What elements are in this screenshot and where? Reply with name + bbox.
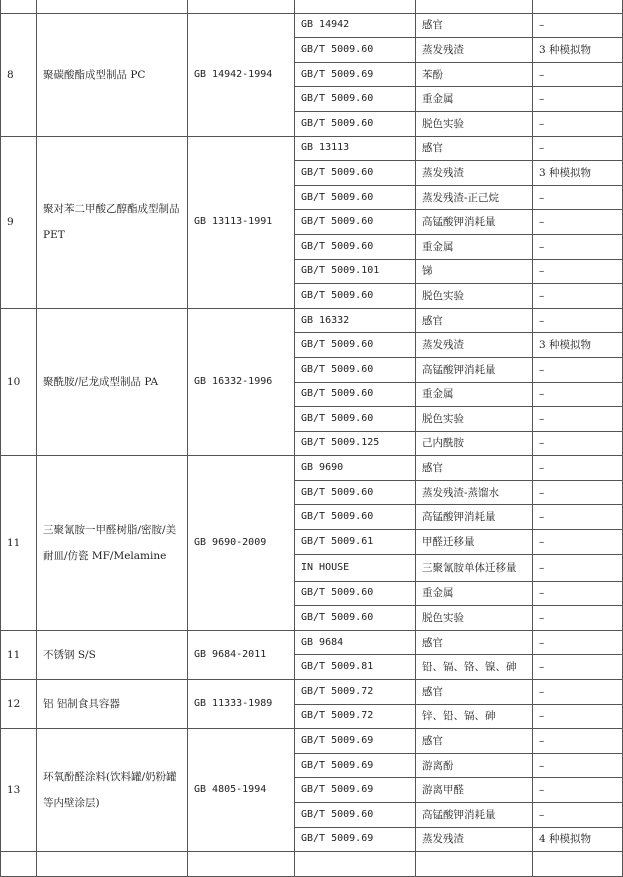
test-item-cell: 重金属	[416, 234, 533, 259]
test-item-cell: 锌、铅、镉、砷	[416, 704, 533, 729]
item-number-cell	[1, 852, 37, 877]
test-item-cell: 高锰酸钾消耗量	[416, 803, 533, 828]
remark-cell: –	[533, 111, 623, 136]
remark-cell: –	[533, 753, 623, 778]
material-cell: 不锈钢 S/S	[37, 630, 188, 679]
remark-cell: –	[533, 210, 623, 235]
test-method-cell: GB/T 5009.101	[295, 259, 416, 284]
test-item-cell: 感官	[416, 136, 533, 161]
remark-cell: –	[533, 62, 623, 87]
remark-cell: –	[533, 185, 623, 210]
test-method-cell: GB/T 5009.60	[295, 505, 416, 530]
table-row	[1, 136, 623, 161]
product-standard-cell	[188, 0, 295, 13]
test-method-cell: GB/T 5009.69	[295, 729, 416, 754]
remark-cell: –	[533, 382, 623, 407]
remark-cell	[533, 852, 623, 877]
remark-cell: –	[533, 431, 623, 456]
table-row	[1, 308, 623, 333]
test-method-cell: GB/T 5009.60	[295, 606, 416, 631]
test-item-cell: 脱色实验	[416, 284, 533, 309]
remark-cell: –	[533, 505, 623, 530]
test-method-cell: GB 16332	[295, 308, 416, 333]
remark-cell	[533, 0, 623, 13]
test-item-cell: 重金属	[416, 87, 533, 112]
test-method-cell: GB/T 5009.60	[295, 111, 416, 136]
test-item-cell: 蒸发残渣	[416, 827, 533, 852]
test-item-cell: 铅、镉、铬、镍、砷	[416, 655, 533, 680]
table-row	[1, 729, 623, 754]
test-item-cell: 蒸发残渣-正己烷	[416, 185, 533, 210]
item-number-cell: 11	[1, 456, 37, 631]
remark-cell: –	[533, 407, 623, 432]
item-number-cell: 10	[1, 308, 37, 456]
test-method-cell: GB/T 5009.72	[295, 680, 416, 705]
test-item-cell: 感官	[416, 13, 533, 38]
product-standard-cell: GB 16332-1996	[188, 308, 295, 456]
remark-cell: –	[533, 554, 623, 581]
product-standard-cell: GB 9690-2009	[188, 456, 295, 631]
test-item-cell: 甲醛迁移量	[416, 530, 533, 555]
item-number-cell: 8	[1, 13, 37, 136]
remark-cell: –	[533, 680, 623, 705]
remark-cell: –	[533, 234, 623, 259]
test-method-cell: GB/T 5009.60	[295, 357, 416, 382]
test-method-cell: GB/T 5009.69	[295, 827, 416, 852]
test-item-cell: 己内酰胺	[416, 431, 533, 456]
test-item-cell: 锑	[416, 259, 533, 284]
test-item-cell: 感官	[416, 456, 533, 481]
remark-cell: 4 种模拟物	[533, 827, 623, 852]
table-row	[1, 13, 623, 38]
remark-cell: 3 种模拟物	[533, 38, 623, 63]
item-number-cell: 11	[1, 630, 37, 679]
remark-cell: –	[533, 136, 623, 161]
item-number-cell: 13	[1, 729, 37, 852]
test-item-cell	[416, 0, 533, 13]
product-standard-cell	[188, 852, 295, 877]
test-item-cell: 蒸发残渣-蒸馏水	[416, 480, 533, 505]
item-number-cell: 9	[1, 136, 37, 308]
test-item-cell: 脱色实验	[416, 407, 533, 432]
test-method-cell: GB/T 5009.60	[295, 38, 416, 63]
test-item-cell: 重金属	[416, 382, 533, 407]
test-item-cell: 感官	[416, 308, 533, 333]
remark-cell: –	[533, 530, 623, 555]
remark-cell: –	[533, 13, 623, 38]
material-cell	[37, 852, 188, 877]
material-cell: 聚碳酸酯成型制品 PC	[37, 13, 188, 136]
test-item-cell	[416, 852, 533, 877]
standards-table-body	[1, 0, 623, 876]
test-method-cell: GB/T 5009.60	[295, 480, 416, 505]
material-cell: 铝 铝制食具容器	[37, 680, 188, 729]
test-item-cell: 蒸发残渣	[416, 38, 533, 63]
remark-cell: –	[533, 87, 623, 112]
test-method-cell: GB/T 5009.72	[295, 704, 416, 729]
test-method-cell: GB/T 5009.69	[295, 753, 416, 778]
product-standard-cell: GB 13113-1991	[188, 136, 295, 308]
remark-cell: –	[533, 778, 623, 803]
test-method-cell	[295, 852, 416, 877]
test-method-cell: GB/T 5009.60	[295, 161, 416, 186]
remark-cell: –	[533, 284, 623, 309]
material-cell	[37, 0, 188, 13]
test-method-cell: GB/T 5009.61	[295, 530, 416, 555]
test-method-cell: GB/T 5009.60	[295, 333, 416, 358]
test-method-cell: GB/T 5009.60	[295, 284, 416, 309]
product-standard-cell: GB 9684-2011	[188, 630, 295, 679]
remark-cell: –	[533, 357, 623, 382]
remark-cell: –	[533, 803, 623, 828]
remark-cell: –	[533, 480, 623, 505]
test-method-cell: GB/T 5009.60	[295, 234, 416, 259]
remark-cell: –	[533, 729, 623, 754]
test-method-cell: GB/T 5009.60	[295, 382, 416, 407]
remark-cell: –	[533, 655, 623, 680]
remark-cell: –	[533, 606, 623, 631]
table-row	[1, 680, 623, 705]
test-item-cell: 感官	[416, 630, 533, 655]
remark-cell: 3 种模拟物	[533, 333, 623, 358]
material-cell: 聚对苯二甲酸乙醇酯成型制品 PET	[37, 136, 188, 308]
test-item-cell: 三聚氰胺单体迁移量	[416, 554, 533, 581]
test-method-cell: GB/T 5009.60	[295, 803, 416, 828]
table-row	[1, 0, 623, 13]
test-item-cell: 蒸发残渣	[416, 333, 533, 358]
product-standard-cell: GB 4805-1994	[188, 729, 295, 852]
item-number-cell	[1, 0, 37, 13]
test-item-cell: 重金属	[416, 581, 533, 606]
test-item-cell: 高锰酸钾消耗量	[416, 357, 533, 382]
remark-cell: –	[533, 581, 623, 606]
test-item-cell: 感官	[416, 680, 533, 705]
test-method-cell: GB/T 5009.60	[295, 407, 416, 432]
item-number-cell: 12	[1, 680, 37, 729]
test-item-cell: 脱色实验	[416, 606, 533, 631]
test-method-cell: GB/T 5009.69	[295, 62, 416, 87]
test-method-cell: GB/T 5009.60	[295, 185, 416, 210]
material-cell: 三聚氰胺一甲醛树脂/密胺/美耐皿/仿瓷 MF/Melamine	[37, 456, 188, 631]
product-standard-cell: GB 14942-1994	[188, 13, 295, 136]
test-item-cell: 游离甲醛	[416, 778, 533, 803]
table-row	[1, 456, 623, 481]
material-cell: 聚酰胺/尼龙成型制品 PA	[37, 308, 188, 456]
test-method-cell: GB/T 5009.69	[295, 778, 416, 803]
test-method-cell: GB 13113	[295, 136, 416, 161]
test-method-cell: GB/T 5009.60	[295, 210, 416, 235]
test-item-cell: 高锰酸钾消耗量	[416, 505, 533, 530]
test-item-cell: 蒸发残渣	[416, 161, 533, 186]
table-row	[1, 630, 623, 655]
remark-cell: –	[533, 704, 623, 729]
test-method-cell	[295, 0, 416, 13]
remark-cell: –	[533, 456, 623, 481]
remark-cell: –	[533, 259, 623, 284]
test-method-cell: GB 14942	[295, 13, 416, 38]
test-method-cell: GB/T 5009.60	[295, 581, 416, 606]
test-item-cell: 脱色实验	[416, 111, 533, 136]
test-item-cell: 高锰酸钾消耗量	[416, 210, 533, 235]
test-item-cell: 游离酚	[416, 753, 533, 778]
product-standard-cell: GB 11333-1989	[188, 680, 295, 729]
remark-cell: 3 种模拟物	[533, 161, 623, 186]
material-cell: 环氧酚醛涂料(饮料罐/奶粉罐等内壁涂层)	[37, 729, 188, 852]
test-method-cell: GB 9684	[295, 630, 416, 655]
test-method-cell: GB 9690	[295, 456, 416, 481]
test-item-cell: 感官	[416, 729, 533, 754]
remark-cell: –	[533, 630, 623, 655]
table-row	[1, 852, 623, 877]
test-item-cell: 苯酚	[416, 62, 533, 87]
test-method-cell: GB/T 5009.125	[295, 431, 416, 456]
test-method-cell: IN HOUSE	[295, 554, 416, 581]
remark-cell: –	[533, 308, 623, 333]
test-method-cell: GB/T 5009.60	[295, 87, 416, 112]
test-method-cell: GB/T 5009.81	[295, 655, 416, 680]
